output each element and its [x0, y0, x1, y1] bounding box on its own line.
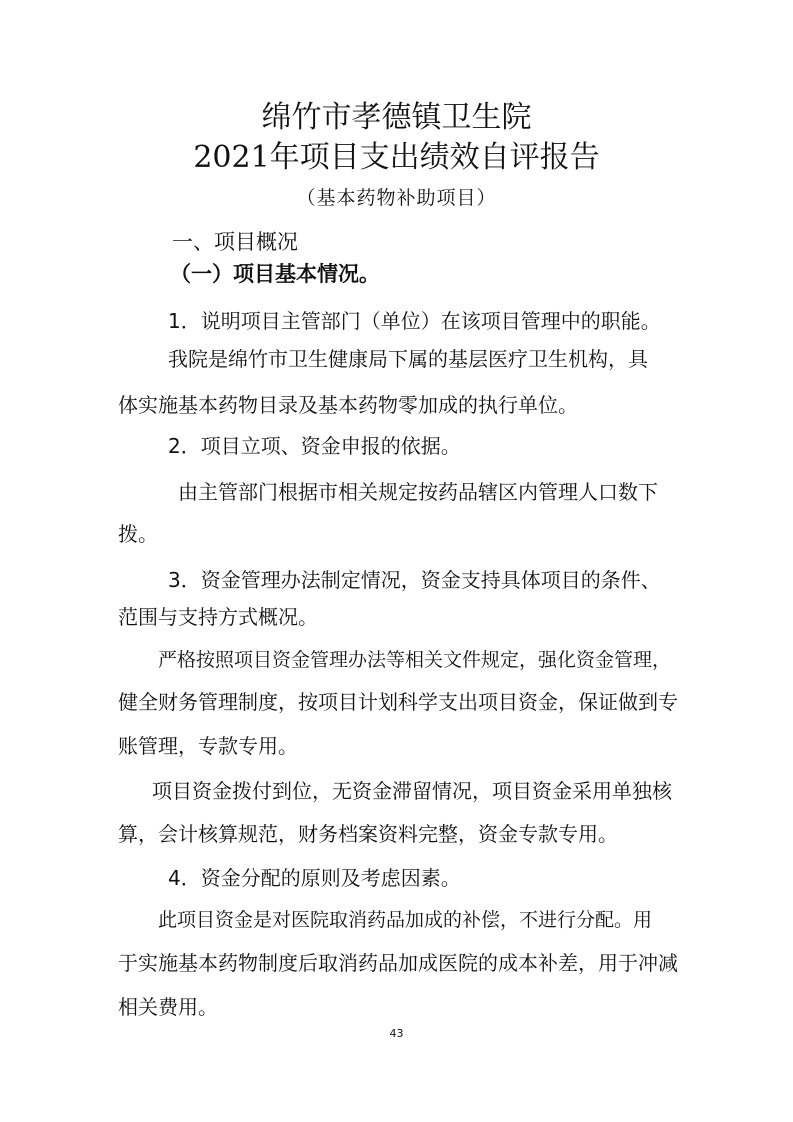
report-subtitle: （基本药物补助项目）	[296, 187, 497, 209]
paragraph-line: 我院是绵竹市卫生健康局下属的基层医疗卫生机构，具	[168, 347, 648, 371]
item-heading-4: 4．资金分配的原则及考虑因素。	[168, 866, 461, 890]
item-heading-3-continued: 范围与支持方式概况。	[118, 605, 318, 629]
item-heading-1: 1．说明项目主管部门（单位）在该项目管理中的职能。	[168, 309, 661, 333]
paragraph-line: 严格按照项目资金管理办法等相关文件规定，强化资金管理，	[158, 649, 672, 671]
paragraph-line: 账管理，专款专用。	[118, 734, 298, 758]
paragraph-line: 相关费用。	[118, 995, 218, 1019]
paragraph-line: 体实施基本药物目录及基本药物零加成的执行单位。	[118, 393, 578, 417]
page-number: 43	[389, 1027, 404, 1040]
item-heading-3: 3．资金管理办法制定情况，资金支持具体项目的条件、	[168, 568, 661, 592]
title-line-2: 2021年项目支出绩效自评报告	[193, 140, 600, 175]
section-heading-project-overview: 一、项目概况	[172, 230, 298, 254]
paragraph-line: 于实施基本药物制度后取消药品加成医院的成本补差，用于冲减	[118, 951, 678, 975]
paragraph-line: 项目资金拨付到位，无资金滞留情况，项目资金采用单独核	[152, 779, 672, 803]
paragraph-line: 算，会计核算规范，财务档案资料完整，资金专款专用。	[118, 822, 618, 846]
item-heading-2: 2．项目立项、资金申报的依据。	[168, 434, 461, 458]
title-line-1: 绵竹市孝德镇卫生院	[261, 100, 532, 135]
paragraph-line: 此项目资金是对医院取消药品加成的补偿，不进行分配。用	[158, 909, 653, 931]
paragraph-line: 健全财务管理制度，按项目计划科学支出项目资金，保证做到专	[118, 690, 678, 714]
paragraph-line: 拨。	[118, 522, 158, 546]
paragraph-line: 由主管部门根据市相关规定按药品辖区内管理人口数下	[178, 480, 658, 504]
subsection-heading-basic-info: （一）项目基本情况。	[170, 262, 380, 286]
